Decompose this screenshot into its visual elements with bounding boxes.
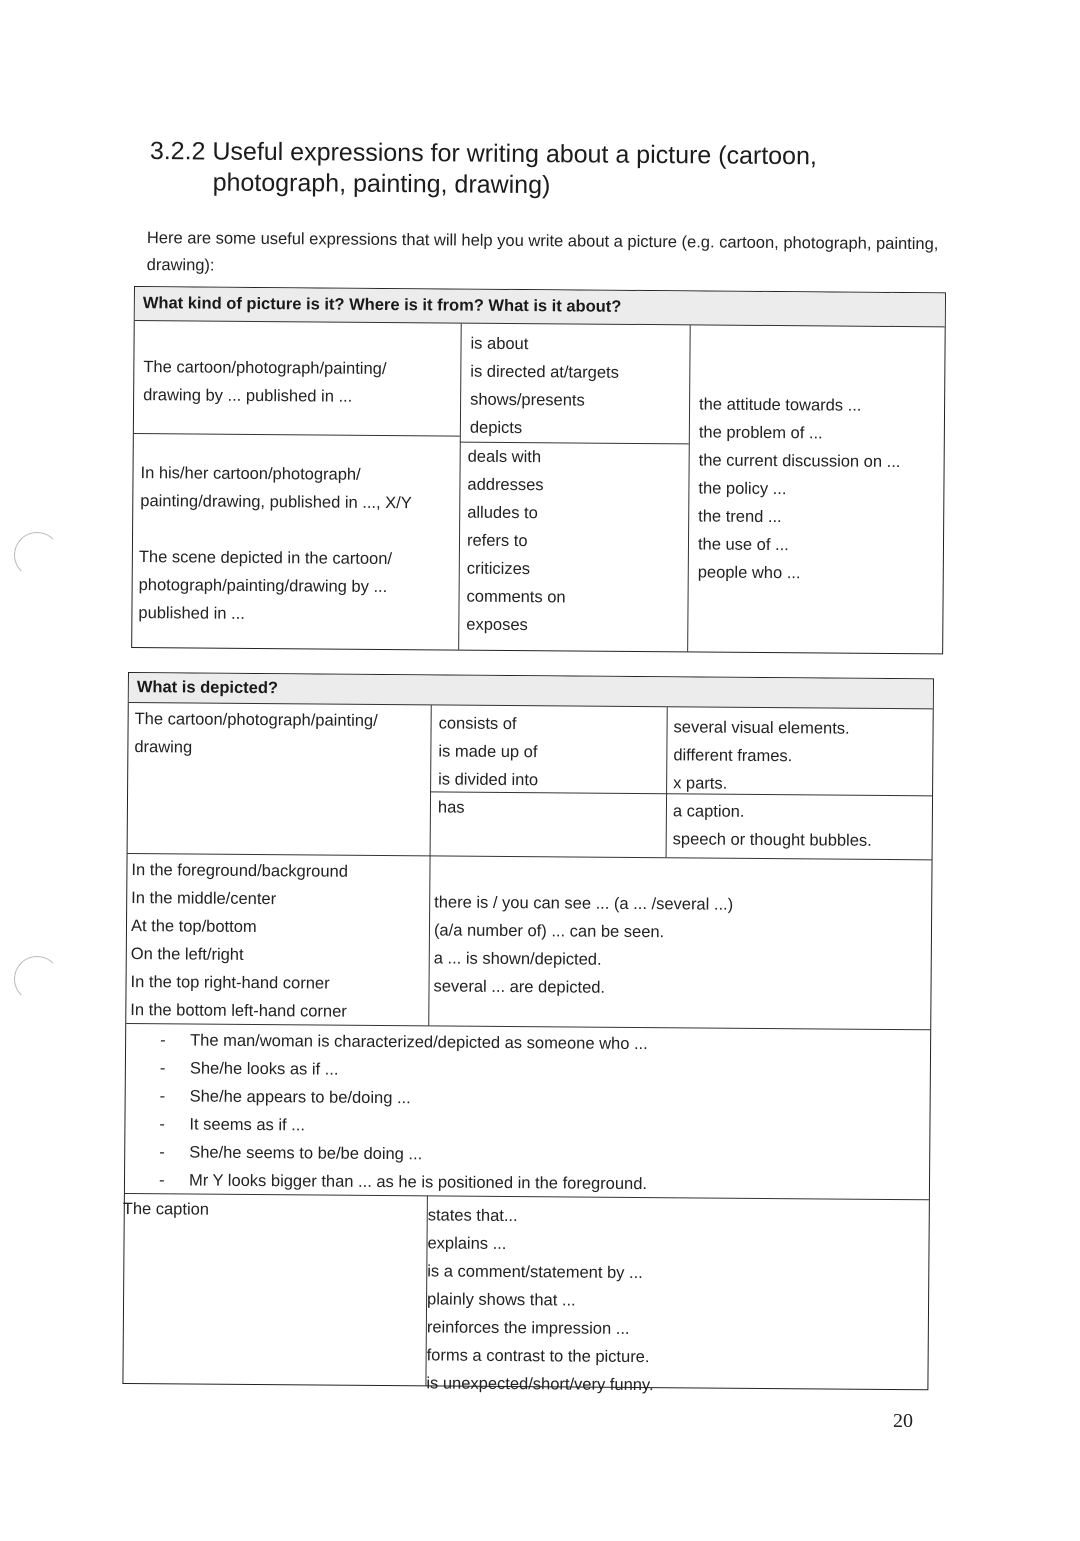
caption-phrase-line: is unexpected/short/very funny. [426, 1374, 654, 1395]
table2-caption-label [123, 1195, 209, 1224]
table1-row-divider-left [134, 433, 460, 437]
object-line: different frames. [673, 746, 793, 766]
section-heading [150, 136, 910, 204]
col3-line: the current discussion on ... [698, 451, 901, 472]
object-line: x parts. [673, 774, 728, 793]
bullet-item: - She/he appears to be/doing ... [126, 1082, 648, 1114]
bullet-item: - She/he looks as if ... [126, 1054, 648, 1086]
table2-caption-phrases [426, 1201, 655, 1399]
col1-bottom-b-line: published in ... [138, 604, 245, 623]
heading-line-1: 3.2.2 Useful expressions for writing about a picture (cartoon, [149, 136, 817, 171]
table1-col1-bottom-a [140, 459, 412, 517]
caption-phrase-line: plainly shows that ... [427, 1290, 576, 1310]
verb-line: is made up of [438, 742, 538, 762]
col2-bottom-line: exposes [466, 615, 528, 635]
table2-objects-b [673, 797, 873, 855]
table1-divider-2 [687, 325, 691, 651]
table2-subject [134, 705, 378, 763]
table2-col-divider-2 [666, 707, 668, 857]
position-line: At the top/bottom [130, 917, 257, 937]
position-phrase-line: several ... are depicted. [433, 977, 606, 997]
table1-col3 [698, 390, 901, 588]
caption-phrase-line: is a comment/statement by ... [427, 1262, 643, 1283]
col2-top-line: shows/presents [470, 390, 585, 410]
col2-top-line: is about [470, 334, 529, 354]
object-line: a caption. [672, 802, 745, 821]
col3-line: the trend ... [698, 507, 782, 527]
table2-position-phrases [433, 888, 733, 1002]
object-line: speech or thought bubbles. [672, 830, 872, 850]
table2-bullet-list [125, 1026, 648, 1198]
caption-phrase-line: explains ... [427, 1234, 507, 1253]
col3-line: the use of ... [697, 535, 789, 555]
table1-divider-1 [458, 324, 462, 650]
table-what-is-depicted [122, 672, 934, 1395]
col1-bottom-b-line: The scene depicted in the cartoon/ [138, 548, 393, 569]
table2-objects-a [673, 713, 850, 798]
col1-top-line: The cartoon/photograph/painting/ [143, 358, 387, 378]
col3-line: the policy ... [698, 479, 787, 499]
verb-line: is divided into [438, 770, 539, 790]
table2-verbs-a [438, 709, 539, 794]
position-line: In the top right-hand corner [130, 973, 330, 993]
col2-bottom-line: comments on [466, 587, 566, 607]
object-line: several visual elements. [673, 718, 850, 738]
position-line: On the left/right [130, 945, 244, 964]
table2-header: What is depicted? [129, 673, 933, 709]
punch-hole-mark-bottom [14, 956, 60, 1002]
subject-line: drawing [134, 738, 193, 757]
table2-verbs-b [438, 793, 465, 821]
page-number: 20 [893, 1410, 913, 1432]
position-line: In the foreground/background [131, 861, 349, 881]
table2-positions [130, 856, 348, 1026]
col3-line: the attitude towards ... [699, 395, 862, 415]
col2-top-line: depicts [469, 418, 523, 438]
caption-phrase-line: forms a contrast to the picture. [426, 1346, 650, 1367]
table1-col2-top [470, 330, 619, 443]
col3-line: people who ... [697, 563, 801, 583]
table-picture-kind [131, 286, 946, 654]
position-phrase-line: a ... is shown/depicted. [433, 949, 602, 969]
table1-col1-top [143, 353, 387, 411]
bullet-item: - The man/woman is characterized/depicted as someone who ... [126, 1026, 648, 1058]
position-line: In the middle/center [131, 889, 277, 909]
position-phrase-line: there is / you can see ... (a ... /several ...) [434, 893, 734, 914]
col1-top-line: drawing by ... published in ... [143, 386, 353, 406]
bullet-item: - It seems as if ... [125, 1110, 647, 1142]
table1-col2-bottom [466, 443, 567, 640]
verb-line: has [437, 798, 465, 817]
caption-label: The caption [122, 1199, 210, 1219]
col2-bottom-line: deals with [467, 447, 542, 467]
col2-bottom-line: alludes to [467, 503, 538, 523]
col3-line: the problem of ... [698, 423, 823, 443]
position-line: In the bottom left-hand corner [130, 1001, 347, 1021]
bullet-item: - Mr Y looks bigger than ... as he is positioned in the foreground. [125, 1166, 647, 1198]
verb-line: consists of [438, 714, 517, 734]
col2-top-line: is directed at/targets [470, 362, 619, 382]
heading-line-2: photograph, painting, drawing) [212, 168, 551, 200]
table2-col-divider-1 [428, 705, 432, 1025]
col1-bottom-b-line: photograph/painting/drawing by ... [138, 576, 388, 596]
table1-header: What kind of picture is it? Where is it from? What is it about? [135, 287, 945, 327]
punch-hole-mark-top [14, 532, 60, 578]
col2-bottom-line: refers to [466, 531, 528, 551]
subject-line: The cartoon/photograph/painting/ [134, 710, 378, 730]
col1-bottom-a-line: In his/her cartoon/photograph/ [140, 464, 361, 484]
caption-phrase-line: reinforces the impression ... [426, 1318, 630, 1338]
col2-bottom-line: criticizes [466, 559, 531, 579]
table1-col1-bottom-b [138, 543, 392, 629]
caption-phrase-line: states that... [427, 1206, 518, 1226]
bullet-item: - She/he seems to be/be doing ... [125, 1138, 647, 1170]
col1-bottom-a-line: painting/drawing, published in ..., X/Y [140, 492, 412, 513]
position-phrase-line: (a/a number of) ... can be seen. [433, 921, 665, 942]
intro-paragraph: Here are some useful expressions that will help you write about a picture (e.g. cartoon, photograph, painting, drawing): [146, 228, 939, 275]
col2-bottom-line: addresses [467, 475, 544, 495]
